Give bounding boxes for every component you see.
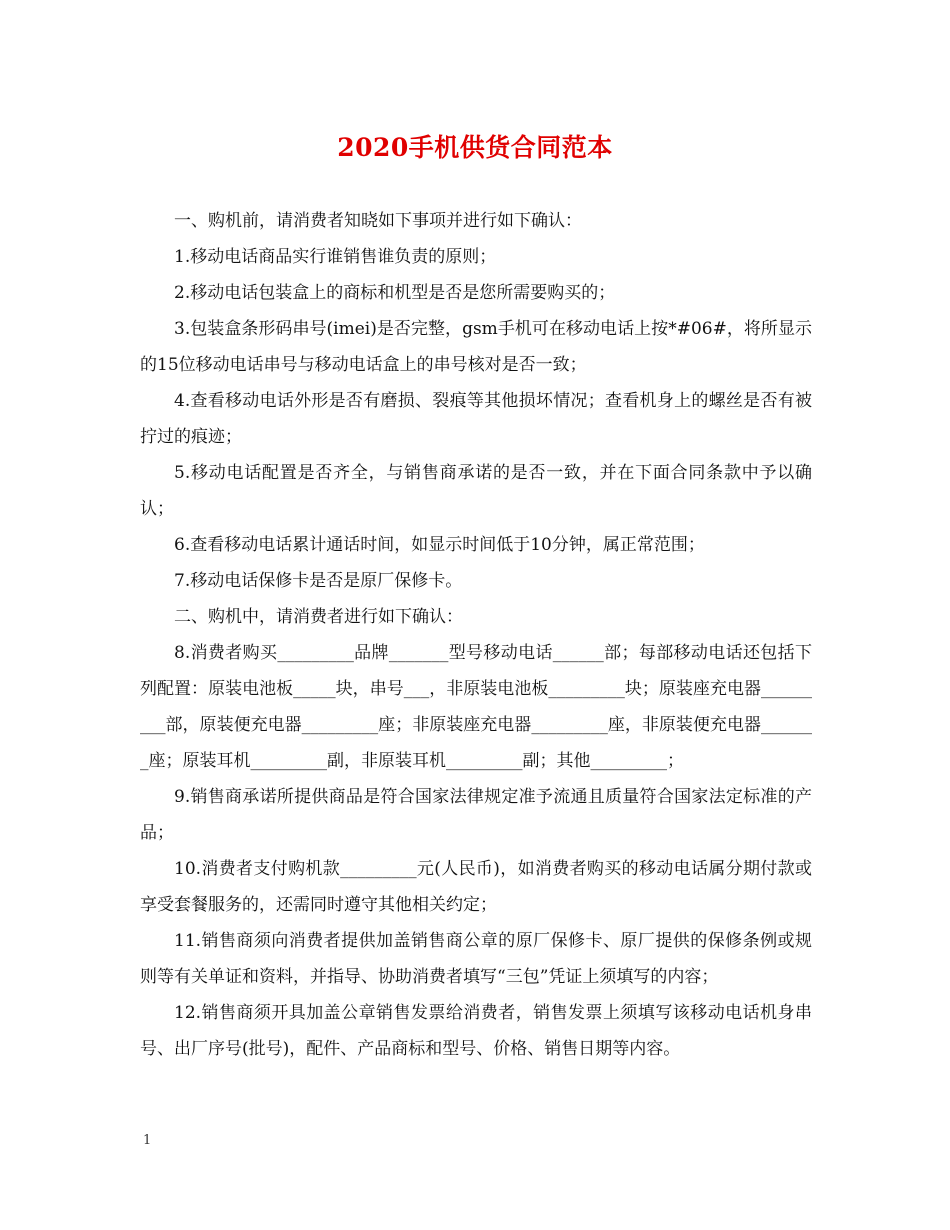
paragraph-item-1: 1.移动电话商品实行谁销售谁负责的原则； [174, 247, 497, 267]
paragraph-item-8: 8.消费者购买_________品牌_______型号移动电话______部；每部移动电话还包括下列配置：原装电池板_____块，串号___，非原装电池板_________块；原装座充电器_________部，原装便充电器_________座；非原装座充电器_________座，非原装便充电器_______座；原装耳机_________副，非原装耳机_________副；其他_________； [140, 643, 812, 771]
paragraph-item-12: 12.销售商须开具加盖公章销售发票给消费者，销售发票上须填写该移动电话机身串号、出厂序号(批号)，配件、产品商标和型号、价格、销售日期等内容。 [140, 1003, 812, 1059]
paragraph-item-10: 10.消费者支付购机款_________元(人民币)，如消费者购买的移动电话属分期付款或享受套餐服务的，还需同时遵守其他相关约定； [140, 859, 812, 915]
paragraph-item-4: 4.查看移动电话外形是否有磨损、裂痕等其他损坏情况；查看机身上的螺丝是否有被拧过的痕迹； [140, 391, 812, 447]
paragraph-section-1-heading: 一、购机前，请消费者知晓如下事项并进行如下确认： [174, 211, 582, 231]
paragraph-item-9: 9.销售商承诺所提供商品是符合国家法律规定准予流通且质量符合国家法定标准的产品； [140, 787, 812, 843]
paragraph-item-7: 7.移动电话保修卡是否是原厂保修卡。 [174, 571, 463, 591]
paragraph-section-2-heading: 二、购机中，请消费者进行如下确认： [174, 607, 463, 627]
page-number: 1 [143, 1133, 152, 1148]
paragraph-item-2: 2.移动电话包装盒上的商标和机型是否是您所需要购买的； [174, 283, 616, 303]
document-body [140, 203, 812, 1067]
paragraph-item-11: 11.销售商须向消费者提供加盖销售商公章的原厂保修卡、原厂提供的保修条例或规则等有关单证和资料，并指导、协助消费者填写“三包”凭证上须填写的内容； [140, 931, 812, 987]
paragraph-item-6: 6.查看移动电话累计通话时间，如显示时间低于10分钟，属正常范围； [174, 535, 705, 555]
paragraph-item-5: 5.移动电话配置是否齐全，与销售商承诺的是否一致，并在下面合同条款中予以确认； [140, 463, 812, 519]
paragraph-item-3: 3.包装盒条形码串号(imei)是否完整，gsm手机可在移动电话上按*#06#，将所显示的15位移动电话串号与移动电话盒上的串号核对是否一致； [140, 319, 812, 375]
document-title: 2020手机供货合同范本 [337, 133, 613, 162]
